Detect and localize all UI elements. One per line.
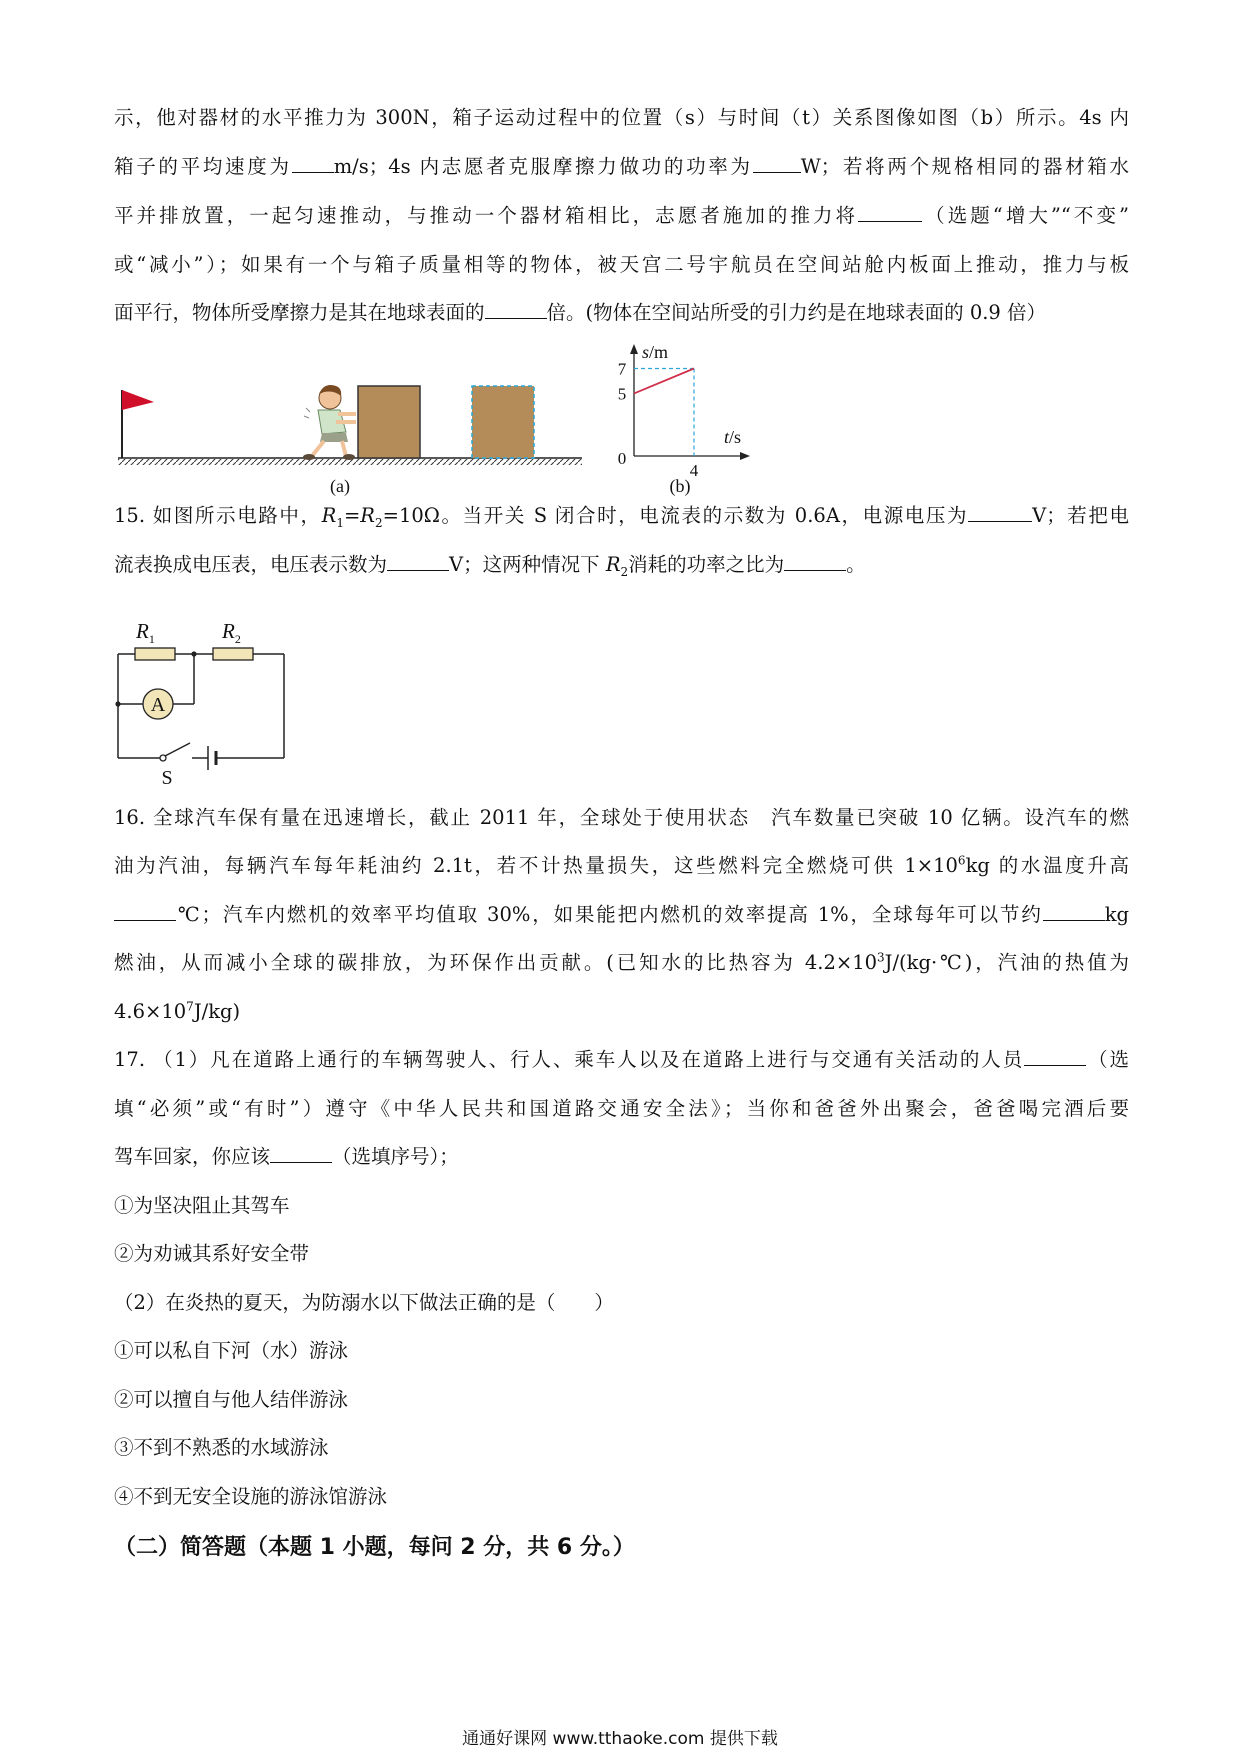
- q14-line-5: 面平行，物体所受摩擦力是其在地球表面的 倍。(物体在空间站所受的引力约是在地球表面的 0.9 倍）: [114, 301, 1047, 324]
- q14-line-3: 平并排放置，一起匀速推动，与推动一个器材箱相比，志愿者施加的推力将 （选题“增大”“不变”: [114, 204, 1129, 227]
- answer-blank[interactable]: [968, 503, 1032, 522]
- x-tick-label-4: 4: [689, 461, 699, 480]
- switch-label: S: [161, 767, 173, 789]
- q17-line-2: 填“必须”或“有时”）遵守《中华人民共和国道路交通安全法》；当你和爸爸外出聚会，爸爸喝完酒后要: [114, 1097, 1129, 1120]
- fig-a-caption: (a): [330, 476, 350, 496]
- data-line-s-t: [634, 369, 694, 394]
- x-axis-label: t/s: [724, 427, 742, 447]
- answer-blank[interactable]: [784, 552, 846, 571]
- box-solid: [358, 386, 420, 458]
- q14-line-4: 或“减小”）；如果有一个与箱子质量相等的物体，被天宫二号宇航员在空间站舱内板面上推动，推力与板: [114, 253, 1129, 276]
- answer-blank[interactable]: [292, 154, 334, 173]
- ammeter-label: A: [150, 694, 166, 716]
- resistor-r1: [135, 648, 175, 660]
- q17-option-6: ④不到无安全设施的游泳馆游泳: [114, 1485, 388, 1508]
- circuit-diagram: [110, 608, 300, 788]
- answer-blank[interactable]: [387, 552, 449, 571]
- figure-a-push-box: [110, 378, 590, 498]
- q17-option-3: ①可以私自下河（水）游泳: [114, 1339, 349, 1362]
- y-tick-label-7: 7: [617, 359, 627, 379]
- box-dashed: [472, 386, 534, 458]
- q15-line-2: 流表换成电压表，电压表示数为 V；这两种情况下 $R_2$消耗的功率之比为 。: [114, 553, 866, 579]
- switch-icon: [165, 743, 190, 756]
- q17-option-2: ②为劝诫其系好安全带: [114, 1242, 310, 1265]
- q17-part-2: （2）在炎热的夏天，为防溺水以下做法正确的是（ ）: [114, 1291, 614, 1314]
- r1-label: $R_1$: [136, 619, 155, 646]
- section-heading: （二）简答题（本题 1 小题，每问 2 分，共 6 分。）: [114, 1535, 635, 1560]
- q17-line-1: 17. （1）凡在道路上通行的车辆驾驶人、行人、乘车人以及在道路上进行与交通有关活动的人员 （选: [114, 1048, 1129, 1071]
- q17-option-4: ②可以擅自与他人结伴游泳: [114, 1388, 349, 1411]
- q16-line-1: 16. 全球汽车保有量在迅速增长，截止 2011 年，全球处于使用状态 汽车数量已突破 10 亿辆。设汽车的燃: [114, 806, 1129, 829]
- x-axis-arrow: [740, 452, 750, 460]
- answer-blank[interactable]: [114, 902, 176, 921]
- q17-option-5: ③不到不熟悉的水域游泳: [114, 1436, 329, 1459]
- page-footer: 通通好课网 www.tthaoke.com 提供下载: [462, 1729, 778, 1749]
- q16-line-4: 燃油，从而减小全球的碳排放，为环保作出贡献。(已知水的比热容为 $4.2\times 10^3J/(kg\cdot℃)$，汽油的热值为: [114, 950, 1129, 974]
- figure-b-st-graph: [600, 340, 760, 500]
- q16-line-2: 油为汽油，每辆汽车每年耗油约 2.1t，若不计热量损失，这些燃料完全燃烧可供 $1\times 10^6kg$ 的水温度升高: [114, 853, 1129, 877]
- y-tick-label-5: 5: [617, 384, 627, 404]
- volunteer-figure: [303, 385, 356, 460]
- fig-b-caption: (b): [669, 476, 691, 496]
- origin-label: 0: [617, 449, 627, 468]
- q17-line-3: 驾车回家，你应该 （选填序号）；: [114, 1145, 459, 1168]
- q17-option-1: ①为坚决阻止其驾车: [114, 1194, 290, 1217]
- answer-blank[interactable]: [485, 300, 547, 319]
- q16-line-3: ℃；汽车内燃机的效率平均值取 30%，如果能把内燃机的效率提高 1%，全球每年可以节约 kg: [114, 902, 1129, 928]
- q16-line-5: $4.6\times 10^7J/kg$): [114, 999, 241, 1023]
- q14-line-2: 箱子的平均速度为 m/s；4s 内志愿者克服摩擦力做功的功率为 W；若将两个规格相同的器材箱水: [114, 155, 1129, 178]
- q15-line-1: 15. 如图所示电路中，$R_1=R_2=10\Omega$。当开关 S 闭合时，电流表的示数为 0.6A，电源电压为 V；若把电: [114, 504, 1129, 530]
- answer-blank[interactable]: [270, 1144, 332, 1163]
- y-axis-arrow: [630, 344, 638, 354]
- q14-line-1: 示，他对器材的水平推力为 300N，箱子运动过程中的位置（s）与时间（t）关系图像如图（b）所示。4s 内: [114, 106, 1129, 129]
- resistor-r2: [213, 648, 253, 660]
- r2-label: $R_2$: [222, 619, 241, 646]
- answer-blank[interactable]: [858, 203, 922, 222]
- answer-blank[interactable]: [1024, 1047, 1086, 1066]
- y-axis-label: s/m: [642, 342, 669, 362]
- answer-blank[interactable]: [753, 154, 801, 173]
- answer-blank[interactable]: [1043, 902, 1105, 921]
- flag-icon: [122, 390, 154, 410]
